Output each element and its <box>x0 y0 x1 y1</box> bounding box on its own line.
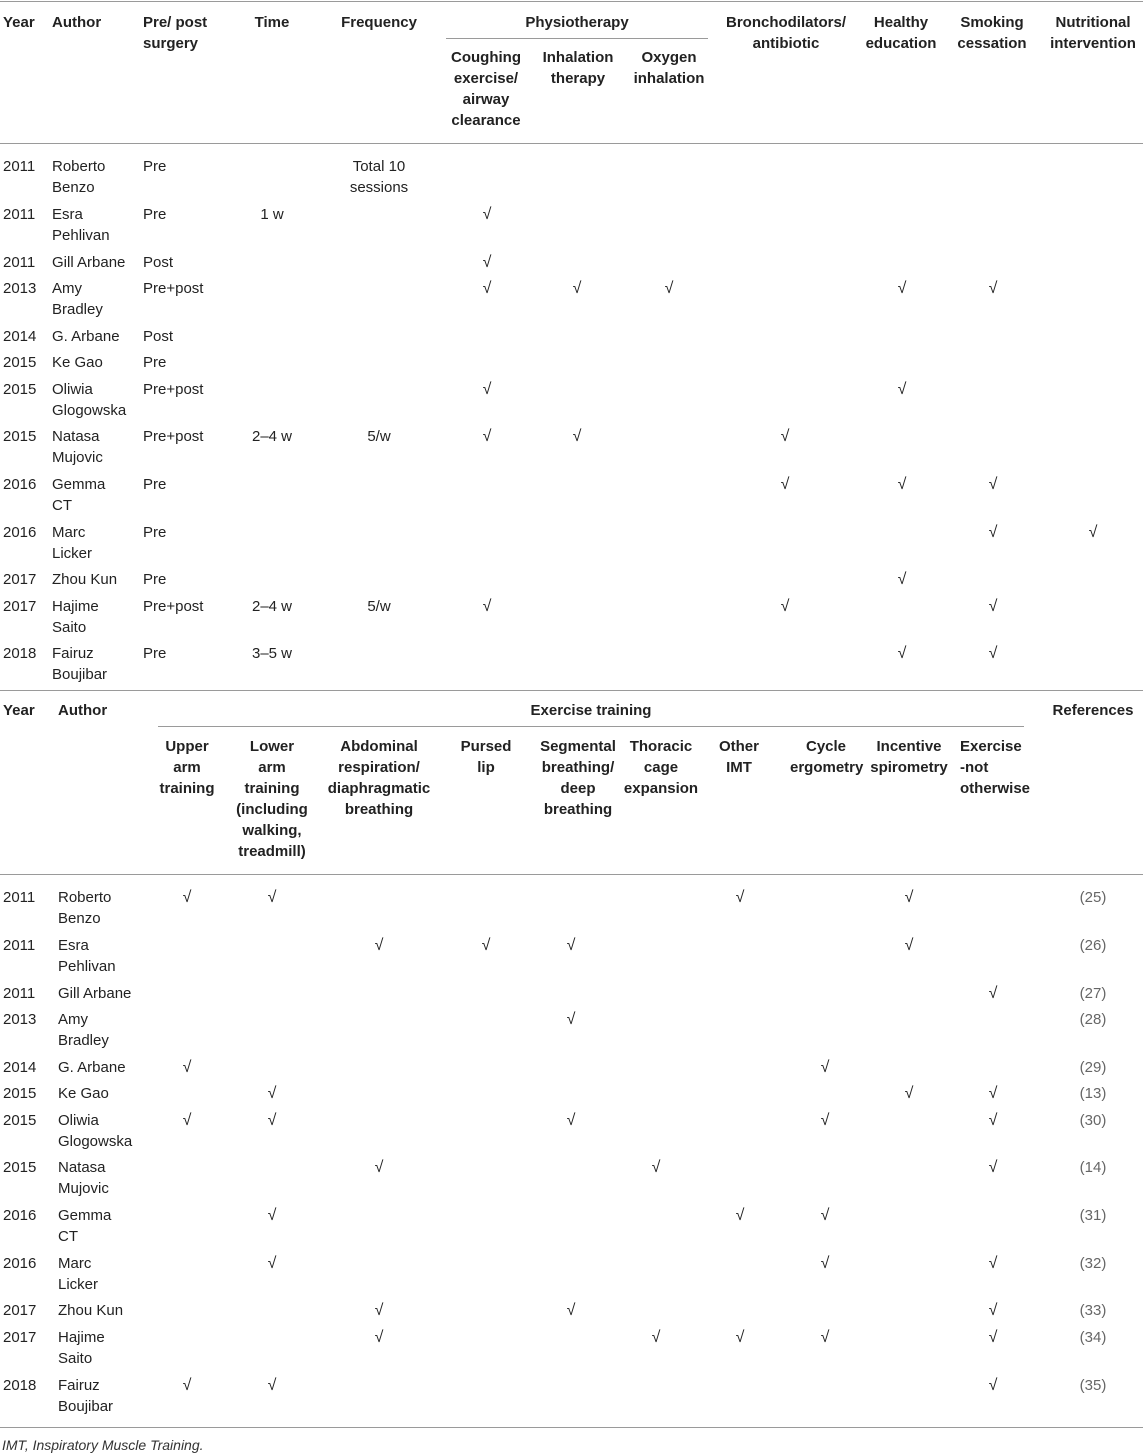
check-mark-icon: √ <box>482 280 492 297</box>
t2-author: Amy Bradley <box>58 1011 109 1049</box>
t2-header-author: Author <box>58 702 108 719</box>
check-mark-icon: √ <box>988 1377 998 1394</box>
t1-year: 2011 <box>3 206 36 223</box>
check-mark-icon: √ <box>988 985 998 1002</box>
t2-header-segmental: Segmental breathing/ deep breathing <box>540 738 616 818</box>
t2-header-thoracic: Thoracic cage expansion <box>623 738 699 797</box>
t2-header-lower-arm: Lower arm training (including walking, treadmill) <box>236 738 308 860</box>
check-mark-icon: √ <box>267 1377 277 1394</box>
t1-author: Ke Gao <box>52 354 103 371</box>
t1-year: 2015 <box>3 428 37 445</box>
t2-header-year: Year <box>3 702 35 719</box>
t1-author: Roberto Benzo <box>52 158 106 196</box>
t2-header-pursed-lip: Pursed lip <box>460 738 512 776</box>
t1-author: Fairuz Boujibar <box>52 645 108 683</box>
check-mark-icon: √ <box>988 524 998 541</box>
t2-year: 2017 <box>3 1329 37 1346</box>
check-mark-icon: √ <box>651 1329 661 1346</box>
t2-author: Gemma CT <box>58 1207 112 1245</box>
exercise-group-rule <box>158 726 1024 727</box>
check-mark-icon: √ <box>988 476 998 493</box>
t2-year: 2011 <box>3 937 36 954</box>
check-mark-icon: √ <box>267 1207 277 1224</box>
t2-header-exercise-training: Exercise training <box>530 702 652 719</box>
check-mark-icon: √ <box>374 1302 384 1319</box>
table2-top-rule <box>0 690 1143 691</box>
t2-author: Oliwia Glogowska <box>58 1112 133 1150</box>
check-mark-icon: √ <box>566 1302 576 1319</box>
check-mark-icon: √ <box>735 1329 745 1346</box>
t2-author: Ke Gao <box>58 1085 109 1102</box>
table2-header-bottom-rule <box>0 874 1143 875</box>
check-mark-icon: √ <box>988 598 998 615</box>
check-mark-icon: √ <box>820 1329 830 1346</box>
t1-pre-post: Pre <box>143 571 167 588</box>
check-mark-icon: √ <box>664 280 674 297</box>
check-mark-icon: √ <box>904 889 914 906</box>
check-mark-icon: √ <box>267 1085 277 1102</box>
check-mark-icon: √ <box>374 1159 384 1176</box>
t2-author: Hajime Saito <box>58 1329 105 1367</box>
t1-frequency: Total 10 sessions <box>349 158 409 196</box>
check-mark-icon: √ <box>482 254 492 271</box>
check-mark-icon: √ <box>780 598 790 615</box>
check-mark-icon: √ <box>1088 524 1098 541</box>
t1-header-frequency: Frequency <box>341 14 417 31</box>
t1-header-smoking-cessation: Smoking cessation <box>957 14 1027 52</box>
check-mark-icon: √ <box>482 598 492 615</box>
check-mark-icon: √ <box>897 571 907 588</box>
t2-year: 2015 <box>3 1159 37 1176</box>
check-mark-icon: √ <box>572 280 582 297</box>
t2-reference: (34) <box>1079 1329 1107 1346</box>
t2-reference: (28) <box>1079 1011 1107 1028</box>
t2-year: 2015 <box>3 1112 37 1129</box>
t1-header-time: Time <box>254 14 290 31</box>
t2-header-exercise-not-otherwise: Exercise -not otherwise <box>960 738 1031 797</box>
t2-year: 2016 <box>3 1207 37 1224</box>
t1-year: 2013 <box>3 280 37 297</box>
t1-author: Gill Arbane <box>52 254 126 271</box>
t1-header-inhalation: Inhalation therapy <box>542 49 614 87</box>
t1-year: 2014 <box>3 328 37 345</box>
t1-header-year: Year <box>3 14 35 31</box>
t2-header-references: References <box>1052 702 1134 719</box>
t1-author: Marc Licker <box>52 524 93 562</box>
t1-author: G. Arbane <box>52 328 120 345</box>
t1-author: Hajime Saito <box>52 598 99 636</box>
check-mark-icon: √ <box>735 1207 745 1224</box>
t1-frequency: 5/w <box>367 598 391 615</box>
check-mark-icon: √ <box>182 1377 192 1394</box>
t1-year: 2016 <box>3 524 37 541</box>
t2-year: 2017 <box>3 1302 37 1319</box>
check-mark-icon: √ <box>482 206 492 223</box>
t1-header-bronchodilators: Bronchodilators/ antibiotic <box>725 14 846 52</box>
check-mark-icon: √ <box>780 476 790 493</box>
t2-author: G. Arbane <box>58 1059 126 1076</box>
check-mark-icon: √ <box>182 889 192 906</box>
check-mark-icon: √ <box>735 889 745 906</box>
t1-author: Gemma CT <box>52 476 106 514</box>
check-mark-icon: √ <box>566 937 576 954</box>
check-mark-icon: √ <box>897 476 907 493</box>
t1-header-author: Author <box>52 14 102 31</box>
t1-time: 2–4 w <box>251 428 293 445</box>
t2-reference: (31) <box>1079 1207 1107 1224</box>
t2-reference: (32) <box>1079 1255 1107 1272</box>
t1-header-nutritional: Nutritional intervention <box>1050 14 1136 52</box>
table1-top-rule <box>0 1 1143 2</box>
check-mark-icon: √ <box>988 1255 998 1272</box>
t2-year: 2011 <box>3 889 36 906</box>
t2-year: 2014 <box>3 1059 37 1076</box>
check-mark-icon: √ <box>897 381 907 398</box>
t1-author: Oliwia Glogowska <box>52 381 127 419</box>
check-mark-icon: √ <box>482 381 492 398</box>
t1-time: 3–5 w <box>251 645 293 662</box>
check-mark-icon: √ <box>988 1302 998 1319</box>
t1-time: 1 w <box>260 206 284 223</box>
t2-reference: (13) <box>1079 1085 1107 1102</box>
t1-pre-post: Pre+post <box>143 280 204 297</box>
t2-reference: (30) <box>1079 1112 1107 1129</box>
t1-year: 2017 <box>3 571 37 588</box>
check-mark-icon: √ <box>988 1329 998 1346</box>
t2-header-upper-arm: Upper arm training <box>159 738 215 797</box>
check-mark-icon: √ <box>267 889 277 906</box>
t2-reference: (26) <box>1079 937 1107 954</box>
t1-pre-post: Pre+post <box>143 598 204 615</box>
check-mark-icon: √ <box>904 1085 914 1102</box>
t1-header-physiotherapy: Physiotherapy <box>525 14 629 31</box>
t1-header-oxygen: Oxygen inhalation <box>633 49 705 87</box>
t2-author: Roberto Benzo <box>58 889 112 927</box>
t2-year: 2016 <box>3 1255 37 1272</box>
check-mark-icon: √ <box>897 280 907 297</box>
check-mark-icon: √ <box>566 1011 576 1028</box>
t1-pre-post: Pre <box>143 524 167 541</box>
check-mark-icon: √ <box>988 280 998 297</box>
t1-pre-post: Pre <box>143 476 167 493</box>
check-mark-icon: √ <box>572 428 582 445</box>
t2-reference: (33) <box>1079 1302 1107 1319</box>
check-mark-icon: √ <box>988 1085 998 1102</box>
t2-header-other-imt: Other IMT <box>718 738 759 776</box>
table2-bottom-rule <box>0 1427 1143 1428</box>
t2-reference: (35) <box>1079 1377 1107 1394</box>
check-mark-icon: √ <box>988 1159 998 1176</box>
check-mark-icon: √ <box>374 1329 384 1346</box>
t1-pre-post: Post <box>143 254 174 271</box>
check-mark-icon: √ <box>988 645 998 662</box>
t2-reference: (29) <box>1079 1059 1107 1076</box>
t2-year: 2015 <box>3 1085 37 1102</box>
check-mark-icon: √ <box>904 937 914 954</box>
check-mark-icon: √ <box>374 937 384 954</box>
t1-pre-post: Pre+post <box>143 381 204 398</box>
t2-year: 2018 <box>3 1377 37 1394</box>
check-mark-icon: √ <box>820 1112 830 1129</box>
t1-year: 2011 <box>3 254 36 271</box>
t2-author: Natasa Mujovic <box>58 1159 109 1197</box>
t1-pre-post: Pre <box>143 206 167 223</box>
check-mark-icon: √ <box>566 1112 576 1129</box>
t1-pre-post: Pre+post <box>143 428 204 445</box>
check-mark-icon: √ <box>820 1207 830 1224</box>
t2-reference: (27) <box>1079 985 1107 1002</box>
t2-author: Zhou Kun <box>58 1302 124 1319</box>
physiotherapy-group-rule <box>446 38 708 39</box>
footnote: IMT, Inspiratory Muscle Training. <box>2 1437 204 1453</box>
t2-header-abdominal: Abdominal respiration/ diaphragmatic breathing <box>327 738 431 818</box>
check-mark-icon: √ <box>481 937 491 954</box>
t1-year: 2015 <box>3 354 37 371</box>
t2-reference: (14) <box>1079 1159 1107 1176</box>
table1-header-bottom-rule <box>0 143 1143 144</box>
t2-author: Gill Arbane <box>58 985 132 1002</box>
t1-header-healthy-education: Healthy education <box>865 14 937 52</box>
t1-time: 2–4 w <box>251 598 293 615</box>
check-mark-icon: √ <box>780 428 790 445</box>
check-mark-icon: √ <box>182 1059 192 1076</box>
t2-year: 2011 <box>3 985 36 1002</box>
t2-author: Fairuz Boujibar <box>58 1377 114 1415</box>
t2-header-incentive-spirometry: Incentive spirometry <box>870 738 948 776</box>
t1-author: Amy Bradley <box>52 280 103 318</box>
t1-header-coughing: Coughing exercise/ airway clearance <box>451 49 521 129</box>
t1-year: 2011 <box>3 158 36 175</box>
t1-frequency: 5/w <box>367 428 391 445</box>
check-mark-icon: √ <box>988 1112 998 1129</box>
check-mark-icon: √ <box>182 1112 192 1129</box>
t1-year: 2015 <box>3 381 37 398</box>
t2-reference: (25) <box>1079 889 1107 906</box>
check-mark-icon: √ <box>897 645 907 662</box>
t1-pre-post: Pre <box>143 645 167 662</box>
t2-author: Esra Pehlivan <box>58 937 116 975</box>
t2-year: 2013 <box>3 1011 37 1028</box>
t1-year: 2016 <box>3 476 37 493</box>
check-mark-icon: √ <box>482 428 492 445</box>
t1-author: Natasa Mujovic <box>52 428 103 466</box>
check-mark-icon: √ <box>820 1059 830 1076</box>
t2-header-cycle-ergometry: Cycle ergometry <box>790 738 864 776</box>
check-mark-icon: √ <box>267 1255 277 1272</box>
t2-author: Marc Licker <box>58 1255 99 1293</box>
t1-author: Esra Pehlivan <box>52 206 110 244</box>
check-mark-icon: √ <box>651 1159 661 1176</box>
check-mark-icon: √ <box>267 1112 277 1129</box>
t1-pre-post: Pre <box>143 158 167 175</box>
t1-header-pre-post: Pre/ post surgery <box>143 14 208 52</box>
t1-year: 2017 <box>3 598 37 615</box>
t1-pre-post: Pre <box>143 354 167 371</box>
t1-author: Zhou Kun <box>52 571 118 588</box>
check-mark-icon: √ <box>820 1255 830 1272</box>
t1-pre-post: Post <box>143 328 174 345</box>
t1-year: 2018 <box>3 645 37 662</box>
